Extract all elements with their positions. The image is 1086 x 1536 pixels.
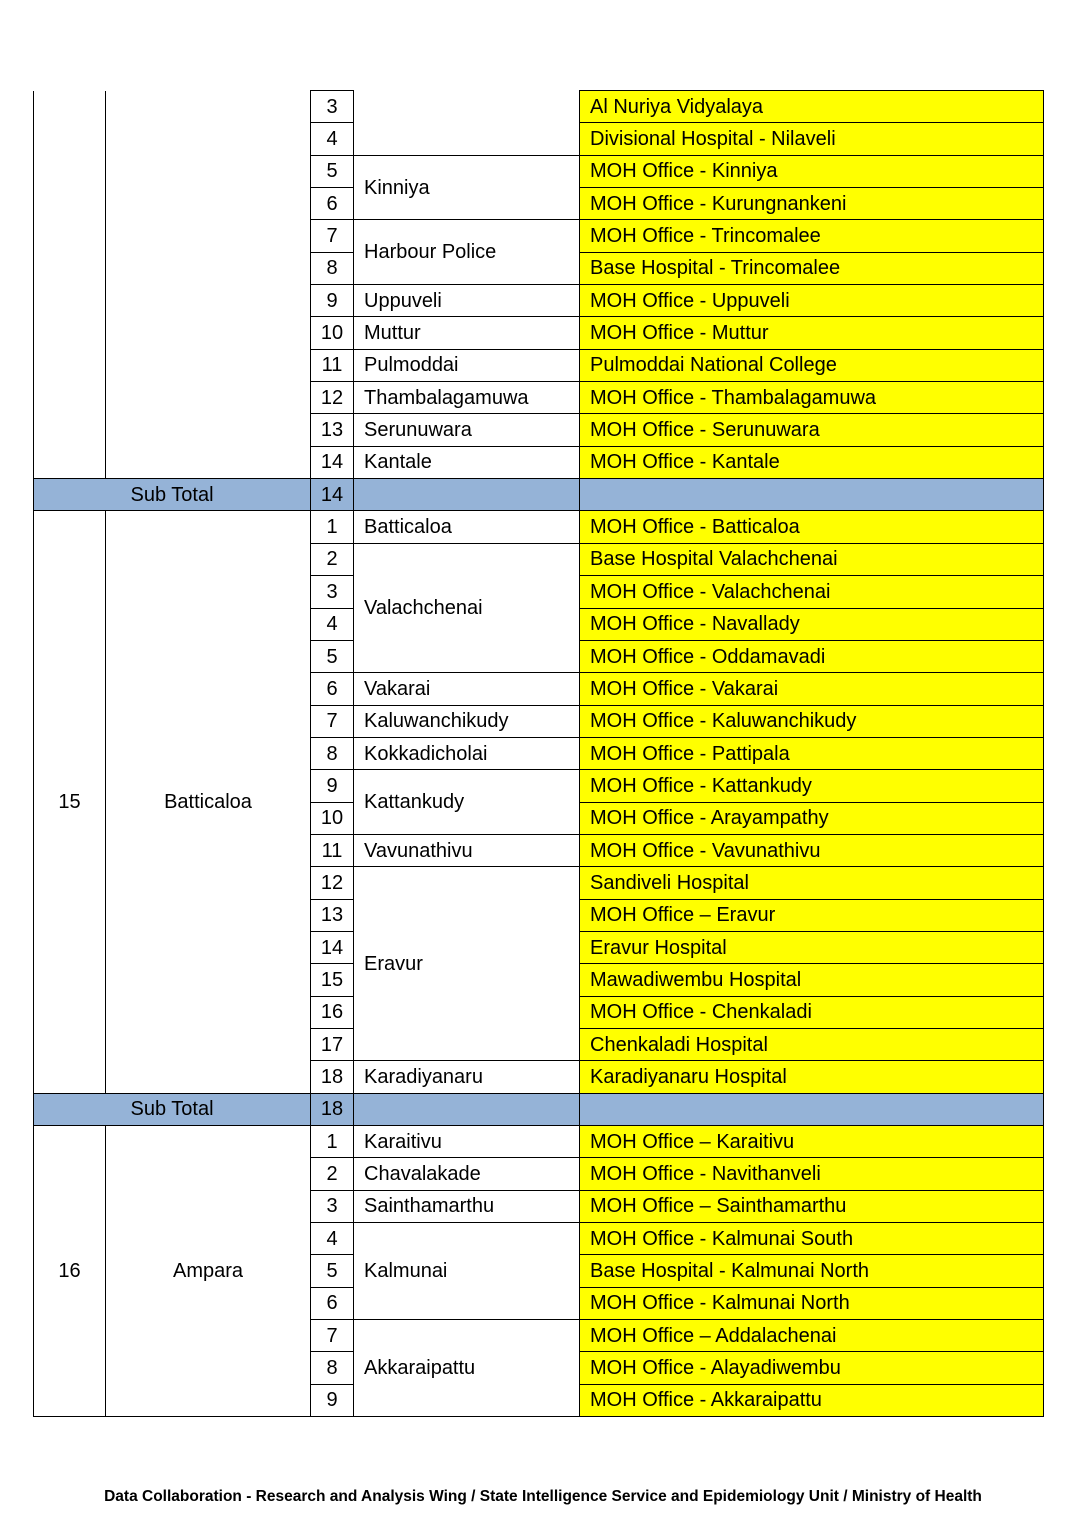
row-number: 12: [311, 382, 354, 414]
location-cell: Base Hospital - Trincomalee: [580, 252, 1044, 284]
location-cell: MOH Office - Navithanveli: [580, 1158, 1044, 1190]
location-cell: MOH Office - Kalmunai South: [580, 1223, 1044, 1255]
location-cell: MOH Office - Kinniya: [580, 155, 1044, 187]
division-cell: Karadiyanaru: [354, 1061, 580, 1093]
district-number-cell: [34, 91, 106, 479]
location-cell: MOH Office - Oddamavadi: [580, 640, 1044, 672]
division-cell: Muttur: [354, 317, 580, 349]
subtotal-empty-cell: [580, 479, 1044, 511]
location-cell: Base Hospital Valachchenai: [580, 543, 1044, 575]
location-cell: MOH Office - Serunuwara: [580, 414, 1044, 446]
row-number: 4: [311, 608, 354, 640]
location-cell: MOH Office - Navallady: [580, 608, 1044, 640]
division-cell: Akkaraipattu: [354, 1320, 580, 1417]
location-cell: MOH Office - Vakarai: [580, 673, 1044, 705]
row-number: 3: [311, 1190, 354, 1222]
row-number: 5: [311, 155, 354, 187]
division-cell: Kattankudy: [354, 770, 580, 835]
location-cell: MOH Office - Arayampathy: [580, 802, 1044, 834]
location-cell: MOH Office - Kantale: [580, 446, 1044, 478]
row-number: 9: [311, 1384, 354, 1416]
locations-table: [33, 90, 1044, 1417]
division-cell: Vakarai: [354, 673, 580, 705]
location-cell: Eravur Hospital: [580, 931, 1044, 963]
row-number: 8: [311, 1352, 354, 1384]
row-number: 4: [311, 123, 354, 155]
location-cell: MOH Office – Sainthamarthu: [580, 1190, 1044, 1222]
table-row: [34, 511, 1044, 543]
subtotal-row: [34, 479, 1044, 511]
division-cell: Chavalakade: [354, 1158, 580, 1190]
row-number: 10: [311, 802, 354, 834]
district-name-cell: Ampara: [106, 1126, 311, 1417]
location-cell: MOH Office – Addalachenai: [580, 1320, 1044, 1352]
location-cell: Divisional Hospital - Nilaveli: [580, 123, 1044, 155]
row-number: 9: [311, 770, 354, 802]
location-cell: MOH Office - Trincomalee: [580, 220, 1044, 252]
division-cell: Kinniya: [354, 155, 580, 220]
row-number: 1: [311, 511, 354, 543]
division-cell: Uppuveli: [354, 285, 580, 317]
location-cell: MOH Office - Pattipala: [580, 737, 1044, 769]
subtotal-empty-cell: [580, 1093, 1044, 1125]
location-cell: Base Hospital - Kalmunai North: [580, 1255, 1044, 1287]
location-cell: MOH Office - Thambalagamuwa: [580, 382, 1044, 414]
table-row: [34, 91, 1044, 123]
location-cell: MOH Office - Valachchenai: [580, 576, 1044, 608]
location-cell: Sandiveli Hospital: [580, 867, 1044, 899]
division-cell: Kaluwanchikudy: [354, 705, 580, 737]
row-number: 9: [311, 285, 354, 317]
subtotal-row: [34, 1093, 1044, 1125]
subtotal-count: 14: [311, 479, 354, 511]
location-cell: MOH Office - Kurungnankeni: [580, 188, 1044, 220]
subtotal-label: Sub Total: [34, 1093, 311, 1125]
row-number: 7: [311, 1320, 354, 1352]
division-cell: Eravur: [354, 867, 580, 1061]
location-cell: MOH Office - Vavunathivu: [580, 834, 1044, 866]
division-cell: Pulmoddai: [354, 349, 580, 381]
division-cell: Kokkadicholai: [354, 737, 580, 769]
row-number: 14: [311, 446, 354, 478]
page-footer: Data Collaboration - Research and Analysis Wing / State Intelligence Service and Epidemiology Unit / Ministry of Health: [104, 1488, 982, 1505]
row-number: 8: [311, 252, 354, 284]
row-number: 15: [311, 964, 354, 996]
location-cell: MOH Office - Alayadiwembu: [580, 1352, 1044, 1384]
row-number: 2: [311, 543, 354, 575]
division-cell: Sainthamarthu: [354, 1190, 580, 1222]
district-number-cell: 15: [34, 511, 106, 1093]
division-cell: Thambalagamuwa: [354, 382, 580, 414]
location-cell: Chenkaladi Hospital: [580, 1028, 1044, 1060]
row-number: 5: [311, 1255, 354, 1287]
division-cell: Vavunathivu: [354, 834, 580, 866]
subtotal-label: Sub Total: [34, 479, 311, 511]
row-number: 12: [311, 867, 354, 899]
location-cell: MOH Office - Kaluwanchikudy: [580, 705, 1044, 737]
row-number: 11: [311, 834, 354, 866]
row-number: 6: [311, 188, 354, 220]
district-name-cell: [106, 91, 311, 479]
row-number: 6: [311, 1287, 354, 1319]
location-cell: MOH Office - Kattankudy: [580, 770, 1044, 802]
location-cell: MOH Office - Muttur: [580, 317, 1044, 349]
row-number: 13: [311, 899, 354, 931]
location-cell: Pulmoddai National College: [580, 349, 1044, 381]
location-cell: MOH Office – Eravur: [580, 899, 1044, 931]
division-cell: [354, 91, 580, 156]
row-number: 11: [311, 349, 354, 381]
location-cell: Al Nuriya Vidyalaya: [580, 91, 1044, 123]
row-number: 8: [311, 737, 354, 769]
row-number: 7: [311, 705, 354, 737]
row-number: 16: [311, 996, 354, 1028]
location-cell: MOH Office – Karaitivu: [580, 1126, 1044, 1158]
row-number: 3: [311, 91, 354, 123]
row-number: 13: [311, 414, 354, 446]
row-number: 3: [311, 576, 354, 608]
row-number: 14: [311, 931, 354, 963]
division-cell: Batticaloa: [354, 511, 580, 543]
location-cell: Karadiyanaru Hospital: [580, 1061, 1044, 1093]
subtotal-count: 18: [311, 1093, 354, 1125]
location-cell: MOH Office - Uppuveli: [580, 285, 1044, 317]
row-number: 4: [311, 1223, 354, 1255]
location-cell: MOH Office - Batticaloa: [580, 511, 1044, 543]
division-cell: Kalmunai: [354, 1223, 580, 1320]
district-name-cell: Batticaloa: [106, 511, 311, 1093]
row-number: 17: [311, 1028, 354, 1060]
row-number: 1: [311, 1126, 354, 1158]
division-cell: Karaitivu: [354, 1126, 580, 1158]
row-number: 2: [311, 1158, 354, 1190]
division-cell: Serunuwara: [354, 414, 580, 446]
location-cell: MOH Office - Chenkaladi: [580, 996, 1044, 1028]
division-cell: Kantale: [354, 446, 580, 478]
subtotal-empty-cell: [354, 1093, 580, 1125]
row-number: 5: [311, 640, 354, 672]
location-cell: MOH Office - Akkaraipattu: [580, 1384, 1044, 1416]
location-cell: Mawadiwembu Hospital: [580, 964, 1044, 996]
division-cell: Harbour Police: [354, 220, 580, 285]
row-number: 6: [311, 673, 354, 705]
location-cell: MOH Office - Kalmunai North: [580, 1287, 1044, 1319]
row-number: 10: [311, 317, 354, 349]
division-cell: Valachchenai: [354, 543, 580, 672]
table-row: [34, 1126, 1044, 1158]
district-number-cell: 16: [34, 1126, 106, 1417]
row-number: 18: [311, 1061, 354, 1093]
subtotal-empty-cell: [354, 479, 580, 511]
row-number: 7: [311, 220, 354, 252]
